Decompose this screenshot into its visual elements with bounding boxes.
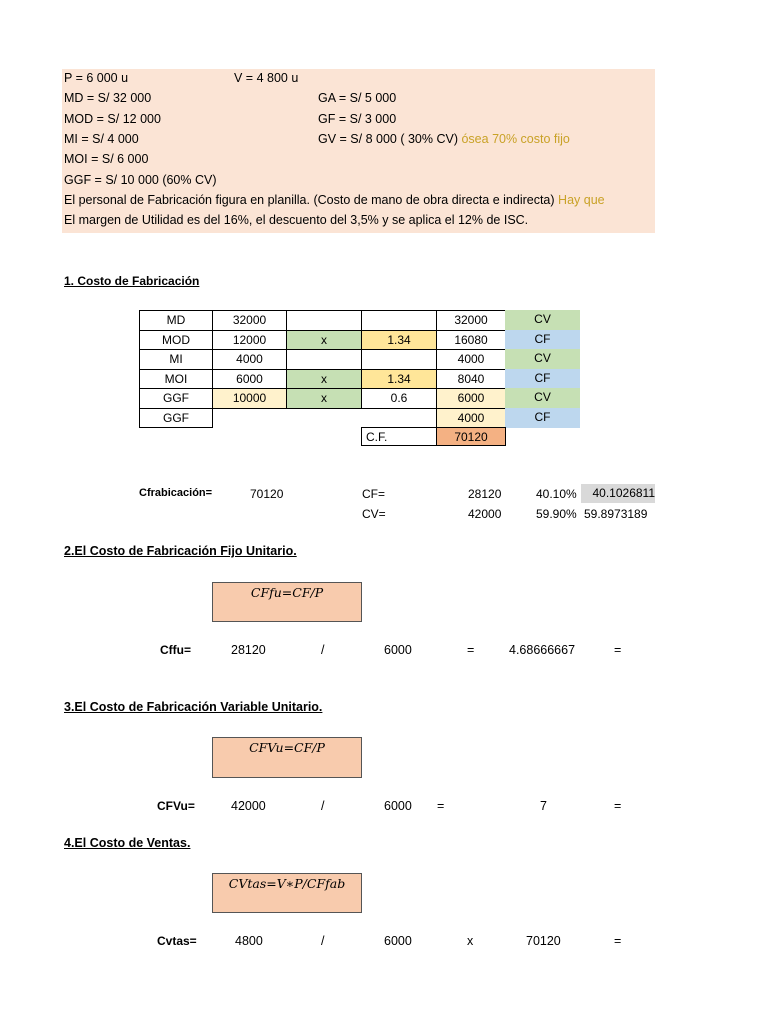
section1-title: 1. Costo de Fabricación <box>64 274 200 288</box>
section4-a: 4800 <box>235 934 263 948</box>
table-cell-res: 4000 <box>436 408 506 429</box>
section4-formula: CVtas=V∗P/CFfab <box>228 876 346 891</box>
section3-a: 42000 <box>231 799 266 813</box>
table-cell-v1: 4000 <box>212 349 287 370</box>
header-line2: El margen de Utilidad es del 16%, el descuento del 3,5% y se aplica el 12% de ISC. <box>64 213 529 227</box>
header-gv-text: GV = S/ 8 000 ( 30% CV) <box>318 132 458 146</box>
section4-eq: = <box>614 934 622 948</box>
table-cell-label: MD <box>139 310 213 331</box>
section3-eq2: = <box>614 799 622 813</box>
table-cell-f: 1.34 <box>361 369 437 390</box>
header-p: P = 6 000 u <box>64 71 129 85</box>
table-cell-res: 6000 <box>436 388 506 409</box>
section3-formula-box <box>212 737 362 778</box>
header-gv <box>318 132 570 146</box>
header-line1-note: Hay que <box>558 193 605 207</box>
table-cell-res: 8040 <box>436 369 506 390</box>
section2-eq: = <box>467 643 475 657</box>
section2-a: 28120 <box>231 643 266 657</box>
cf-sum-exact: 40.1026811 <box>581 484 655 503</box>
section3-title: 3.El Costo de Fabricación Variable Unitario. <box>64 700 323 714</box>
table-cell-res: 16080 <box>436 330 506 351</box>
cf-sum-pct: 40.10% <box>536 487 577 501</box>
table-cell-x <box>286 408 362 429</box>
table-cell-v1: 10000 <box>212 388 287 409</box>
section2-result: 4.68666667 <box>509 643 576 657</box>
cfab-label: Cfrabicación= <box>139 487 213 499</box>
table-cell-res: 4000 <box>436 349 506 370</box>
table-cell-type: CF <box>505 408 580 429</box>
section2-op: / <box>321 643 325 657</box>
section2-b: 6000 <box>384 643 412 657</box>
table-cell-res: 32000 <box>436 310 506 331</box>
header-md: MD = S/ 32 000 <box>64 91 152 105</box>
table-cell-type: CF <box>505 369 580 390</box>
table-cell-type: CV <box>505 349 580 370</box>
section3-b: 6000 <box>384 799 412 813</box>
section4-c: 70120 <box>526 934 561 948</box>
table-cell-label: MOD <box>139 330 213 351</box>
section2-formula: CFfu=CF/P <box>250 585 324 600</box>
header-ggf: GGF = S/ 10 000 (60% CV) <box>64 173 217 187</box>
header-moi: MOI = S/ 6 000 <box>64 152 149 166</box>
table-cell-type: CV <box>505 310 580 331</box>
table-cell-v1: 12000 <box>212 330 287 351</box>
table-cell-f <box>361 408 437 429</box>
table-cell-f <box>361 310 437 331</box>
header-ga: GA = S/ 5 000 <box>318 91 397 105</box>
table-cell-x: x <box>286 369 362 390</box>
header-v: V = 4 800 u <box>234 71 299 85</box>
cf-label: C.F. <box>361 427 437 446</box>
section4-formula-box <box>212 873 362 913</box>
section4-b: 6000 <box>384 934 412 948</box>
table-cell-label: MI <box>139 349 213 370</box>
table-cell-f: 1.34 <box>361 330 437 351</box>
section2-title: 2.El Costo de Fabricación Fijo Unitario. <box>64 544 297 558</box>
table-cell-v1 <box>212 408 287 429</box>
table-cell-type: CV <box>505 388 580 409</box>
section4-op2: x <box>467 934 474 948</box>
section3-eq: = <box>437 799 445 813</box>
table-cell-type: CF <box>505 330 580 351</box>
cv-sum-exact: 59.8973189 <box>584 507 648 521</box>
cv-sum-value: 42000 <box>468 507 502 521</box>
section4-title: 4.El Costo de Ventas. <box>64 836 191 850</box>
cf-sum-label: CF= <box>362 487 386 501</box>
table-cell-x <box>286 310 362 331</box>
section2-eq2: = <box>614 643 622 657</box>
cv-sum-pct: 59.90% <box>536 507 577 521</box>
header-line1 <box>64 193 655 207</box>
table-cell-v1: 32000 <box>212 310 287 331</box>
section3-label: CFVu= <box>157 799 195 813</box>
table-cell-x: x <box>286 330 362 351</box>
table-cell-label: MOI <box>139 369 213 390</box>
table-cell-x: x <box>286 388 362 409</box>
section4-op: / <box>321 934 325 948</box>
header-mi: MI = S/ 4 000 <box>64 132 139 146</box>
header-gf: GF = S/ 3 000 <box>318 112 397 126</box>
table-cell-f <box>361 349 437 370</box>
header-gv-note: ósea 70% costo fijo <box>461 132 570 146</box>
table-cell-label: GGF <box>139 388 213 409</box>
cf-sum-value: 28120 <box>468 487 502 501</box>
cfab-value: 70120 <box>250 487 284 501</box>
cf-total: 70120 <box>436 427 506 446</box>
section3-formula: CFVu=CF/P <box>249 740 325 755</box>
table-cell-x <box>286 349 362 370</box>
table-cell-f: 0.6 <box>361 388 437 409</box>
section3-op: / <box>321 799 325 813</box>
section2-formula-box <box>212 582 362 622</box>
section4-label: Cvtas= <box>157 934 197 948</box>
section2-label: Cffu= <box>160 643 191 657</box>
header-line1-text: El personal de Fabricación figura en planilla. (Costo de mano de obra directa e indirecta) <box>64 193 555 207</box>
section3-result: 7 <box>540 799 547 813</box>
table-cell-v1: 6000 <box>212 369 287 390</box>
table-cell-label: GGF <box>139 408 213 429</box>
header-mod: MOD = S/ 12 000 <box>64 112 161 126</box>
cv-sum-label: CV= <box>362 507 386 521</box>
